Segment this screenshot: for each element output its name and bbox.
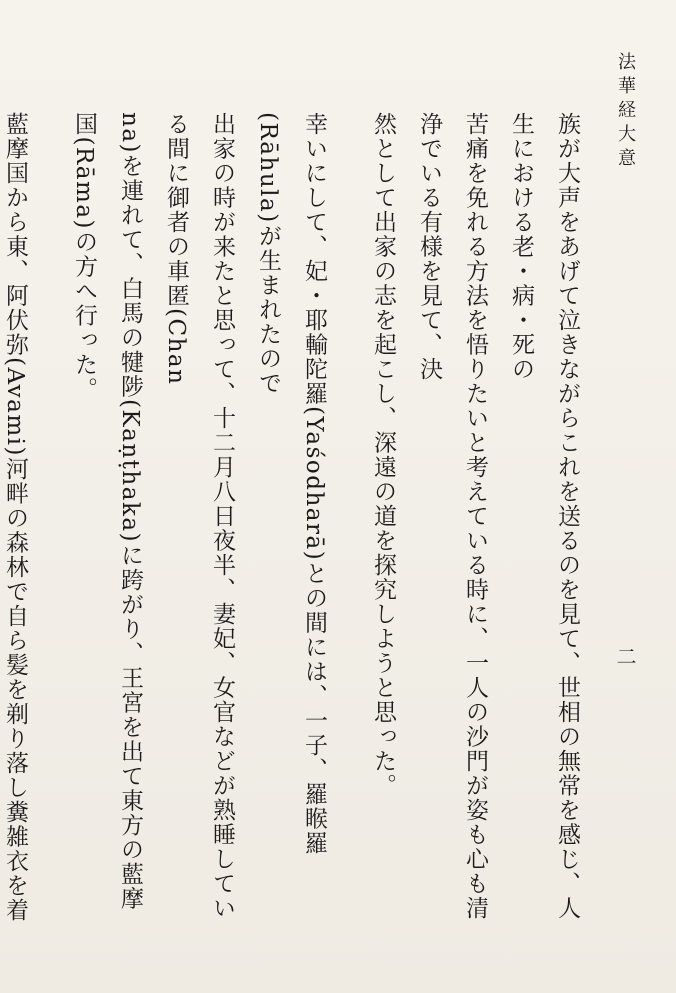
text-line: 然として出家の志を起こし、深遠の道を探究しようと思った。: [370, 112, 396, 798]
running-header-title: 法華経大意: [615, 52, 636, 172]
text-line: 幸いにして、妃・耶輸陀羅(Yaśodharā)との間には、一子、羅睺羅(Rāhula)が生まれたので: [255, 112, 327, 856]
page-number: 二: [613, 646, 637, 666]
text-line: 出家の時が来たと思って、十二月八日夜半、妻妃、女官などが熟睡している間に御者の車匿(Chan: [163, 112, 235, 921]
text-line: na)を連れて、白馬の犍陟(Kaṇṭhaka)に跨がり、王宮を出て東方の藍摩国(Rāma)の方へ行った。: [71, 112, 143, 911]
text-line: 苦痛を免れる方法を悟りたいと考えている時に、一人の沙門が姿も心も清浄でいる有様を見て、決: [416, 112, 488, 921]
vertical-body-text: [0, 112, 590, 932]
text-line: 族が大声をあげて泣きながらこれを送るのを見て、世相の無常を感じ、人生における老・病・死の: [508, 112, 580, 921]
text-line: 藍摩国から東、阿伏弥(Avami)河畔の森林で自ら髪を剃り落し糞雑衣を着: [2, 112, 28, 923]
